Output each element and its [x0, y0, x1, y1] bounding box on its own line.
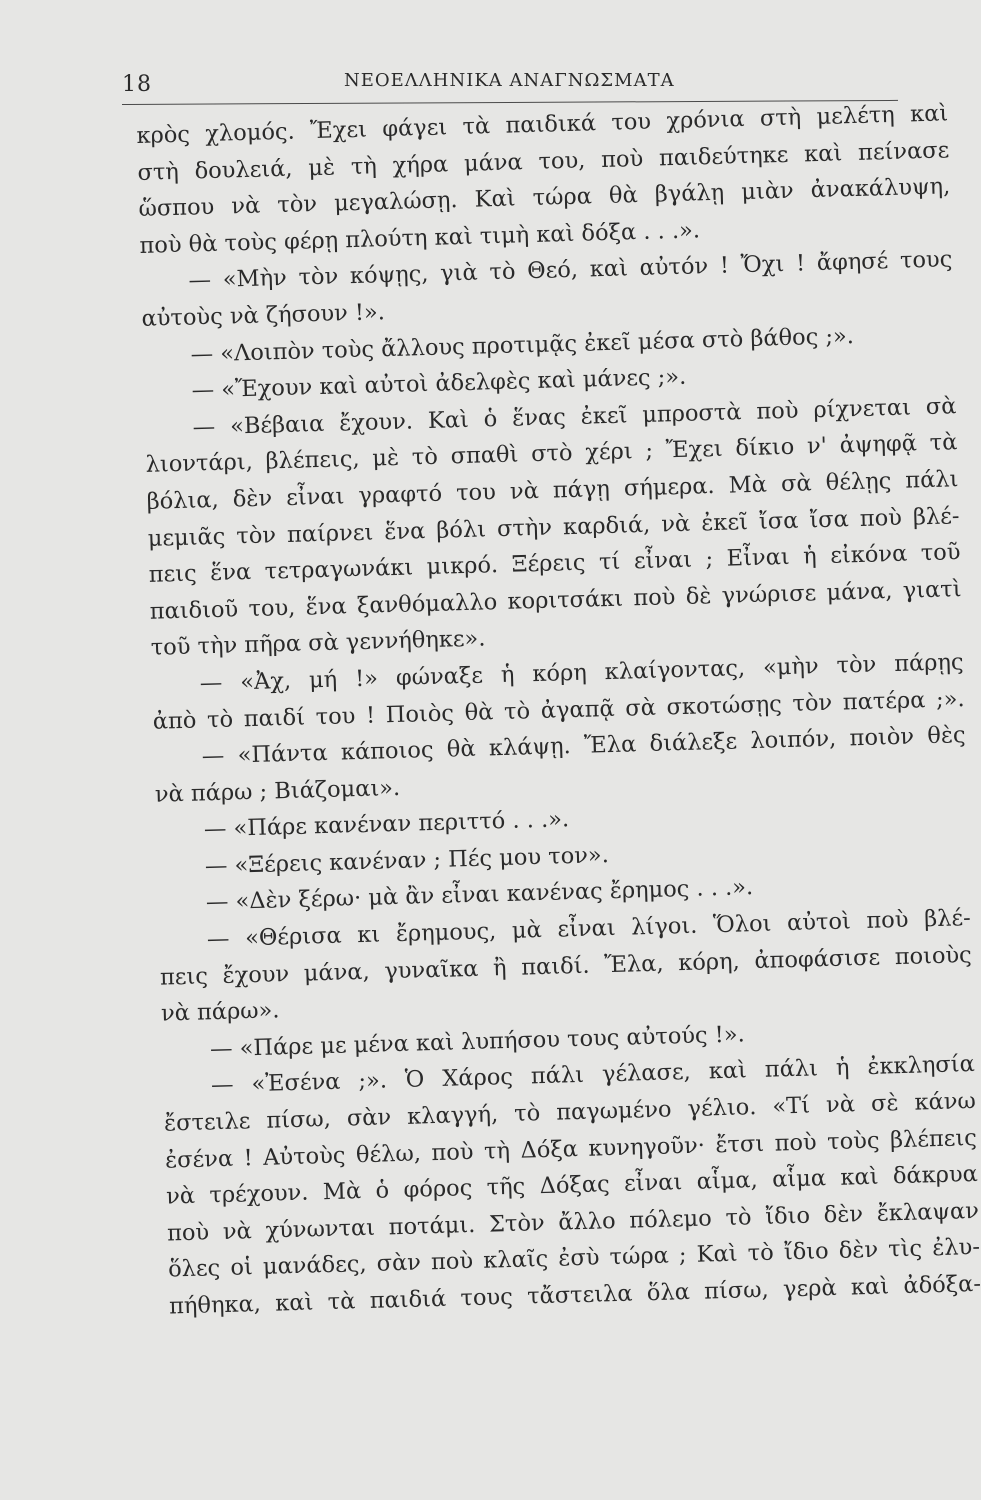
running-title: ΝΕΟΕΛΛΗΝΙΚΑ ΑΝΑΓΝΩΣΜΑΤΑ: [344, 70, 675, 91]
text-line: κρὸς χλομός. Ἔχει φάγει τὰ παιδικά του χρόνια στὴ μελέτη καὶ: [136, 100, 949, 149]
text-line: — «Ἔχουν καὶ αὐτοὶ ἀδελφὲς καὶ μάνες ;».: [191, 363, 687, 404]
text-line: — «Πάρε κανέναν περιττό . . .».: [203, 806, 570, 843]
text-line: — «Θέρισα κι ἔρημους, μὰ εἶναι λίγοι. Ὅλοι αὐτοὶ ποὺ βλέ-: [206, 905, 972, 953]
text-line: στὴ δουλειά, μὲ τὴ χήρα μάνα του, ποὺ παιδεύτηκε καὶ πείνασε: [137, 136, 950, 186]
text-line: πήθηκα, καὶ τὰ παιδιά τους τἄστειλα ὅλα πίσω, γερὰ καὶ ἀδόξα-: [168, 1270, 981, 1320]
text-line: νὰ τρέχουν. Μὰ ὁ φόρος τῆς Δόξας εἶναι αἷμα, αἷμα καὶ δάκρυα: [165, 1161, 979, 1210]
text-line: μεμιᾶς τὸν παίρνει ἕνα βόλι στὴν καρδιά, νὰ ἐκεῖ ἴσα ἴσα ποὺ βλέ-: [147, 502, 960, 552]
text-line: νὰ πάρω ; Βιάζομαι».: [154, 774, 401, 808]
text-line: παιδιοῦ του, ἕνα ξανθόμαλλο κοριτσάκι ποὺ δὲ γνώρισε μάνα, γιατὶ: [149, 575, 962, 625]
text-line: — «Δὲν ξέρω· μὰ ἂν εἶναι κανένας ἔρημος . . .».: [205, 874, 754, 916]
text-line: τοῦ τὴν πῆρα σὰ γεννήθηκε».: [150, 625, 486, 662]
text-line: — «Πάντα κάποιος θὰ κλάψῃ. Ἔλα διάλεξε λοιπόν, ποιὸν θὲς: [201, 722, 966, 770]
text-line: βόλια, δὲν εἶναι γραφτό του νὰ πάγῃ σήμερα. Μὰ σὰ θέλῃς πάλι: [146, 466, 959, 515]
text-line: — «Μὴν τὸν κόψῃς, γιὰ τὸ Θεό, καὶ αὐτόν ! Ὄχι ! ἄφησέ τους: [188, 246, 953, 294]
text-line: πεις ἔχουν μάνα, γυναῖκα ἢ παιδί. Ἔλα, κόρη, ἀποφάσισε ποιοὺς: [159, 941, 973, 991]
text-line: ποὺ θὰ τοὺς φέρῃ πλούτη καὶ τιμὴ καὶ δόξα . . .».: [139, 217, 701, 259]
text-line: πεις ἕνα τετραγωνάκι μικρό. Ξέρεις τί εἶναι ; Εἶναι ἡ εἰκόνα τοῦ: [148, 539, 961, 588]
text-line: — «Ξέρεις κανέναν ; Πές μου τον».: [204, 841, 610, 880]
text-line: νὰ πάρω».: [160, 997, 280, 1027]
page-header: [122, 62, 898, 102]
text-line: ὅλες οἱ μανάδες, σὰν ποὺ κλαῖς ἐσὺ τώρα ; Καὶ τὸ ἴδιο δὲν τὶς ἐλυ-: [167, 1234, 981, 1283]
text-line: ὥσπου νὰ τὸν μεγαλώσῃ. Καὶ τώρα θὰ βγάλῃ μιὰν ἀνακάλυψη,: [138, 173, 951, 223]
text-line: — «Βέβαια ἔχουν. Καὶ ὁ ἕνας ἐκεῖ μπροστὰ ποὺ ρίχνεται σὰ: [192, 392, 957, 441]
text-line: — «Πάρε με μένα καὶ λυπήσου τους αὐτούς !».: [209, 1021, 746, 1063]
body-text: [136, 95, 981, 1325]
text-line: ἀπὸ τὸ παιδί του ! Ποιὸς θὰ τὸ ἀγαπᾷ σὰ σκοτώσῃς τὸν πατέρα ;».: [152, 685, 965, 735]
text-line: — «Ἀχ, μή !» φώναξε ἡ κόρη κλαίγοντας, «μὴν τὸν πάρῃς: [199, 649, 964, 697]
text-line: ἔστειλε πίσω, σὰν κλαγγή, τὸ παγωμένο γέλιο. «Τί νὰ σὲ κάνω: [163, 1087, 977, 1137]
text-line: ἐσένα ! Αὐτοὺς θέλω, ποὺ τὴ Δόξα κυνηγοῦν· ἔτσι ποὺ τοὺς βλέπεις: [164, 1124, 978, 1174]
text-line: αὐτοὺς νὰ ζήσουν !».: [141, 299, 386, 332]
text-line: — «Ἐσένα ;». Ὁ Χάρος πάλι γέλασε, καὶ πάλι ἡ ἐκκλησία: [210, 1051, 976, 1099]
text-line: ποὺ νὰ χύνωνται ποτάμι. Στὸν ἄλλο πόλεμο τὸ ἴδιο δὲν ἔκλαψαν: [166, 1197, 980, 1247]
text-line: λιοντάρι, βλέπεις, μὲ τὸ σπαθὶ στὸ χέρι ; Ἔχει δίκιο ν' ἀψηφᾷ τὰ: [145, 429, 958, 479]
page-number: 18: [122, 72, 152, 97]
text-line: — «Λοιπὸν τοὺς ἄλλους προτιμᾷς ἐκεῖ μέσα στὸ βάθος ;».: [190, 322, 855, 368]
